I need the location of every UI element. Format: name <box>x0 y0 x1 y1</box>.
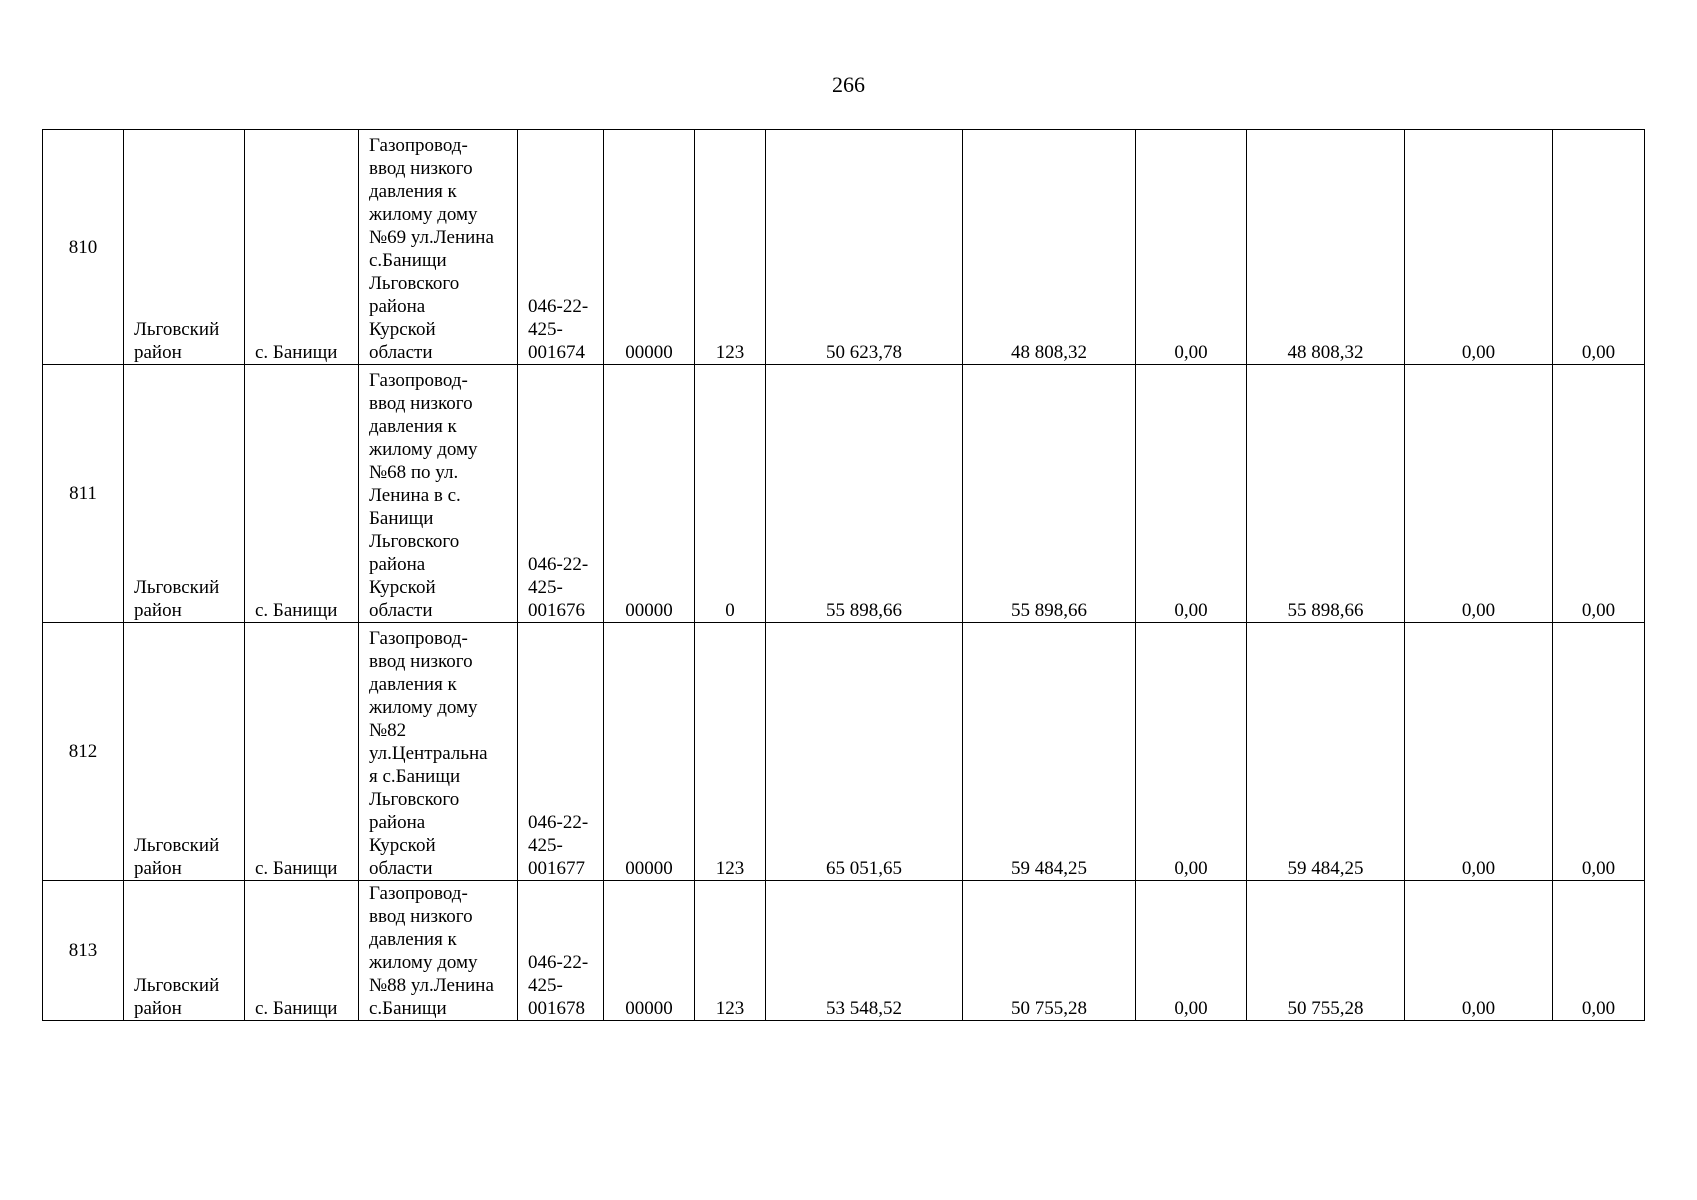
code3-cell: 123 <box>695 623 766 881</box>
value-cell: 0,00 <box>1405 130 1553 365</box>
value-cell: 0,00 <box>1136 365 1247 623</box>
locality-cell: с. Банищи <box>245 881 359 1021</box>
district-cell: Льговский район <box>124 623 245 881</box>
code2-cell: 00000 <box>604 623 695 881</box>
code2-cell: 00000 <box>604 365 695 623</box>
table-row <box>43 365 1645 623</box>
locality-cell: с. Банищи <box>245 623 359 881</box>
description-cell: Газопровод- ввод низкого давления к жилому дому №82 ул.Центральна я с.Банищи Льговского района Курской области <box>359 623 518 881</box>
code3-cell: 123 <box>695 881 766 1021</box>
code-cell: 046-22- 425- 001677 <box>518 623 604 881</box>
value-cell: 0,00 <box>1553 365 1645 623</box>
value-cell: 53 548,52 <box>766 881 963 1021</box>
value-cell: 48 808,32 <box>1247 130 1405 365</box>
code-cell: 046-22- 425- 001676 <box>518 365 604 623</box>
code2-cell: 00000 <box>604 130 695 365</box>
value-cell: 0,00 <box>1136 130 1247 365</box>
code2-cell: 00000 <box>604 881 695 1021</box>
row-number: 813 <box>43 881 124 1021</box>
value-cell: 0,00 <box>1136 623 1247 881</box>
value-cell: 0,00 <box>1553 130 1645 365</box>
code3-cell: 0 <box>695 365 766 623</box>
value-cell: 59 484,25 <box>1247 623 1405 881</box>
table-row <box>43 130 1645 365</box>
value-cell: 59 484,25 <box>963 623 1136 881</box>
code3-cell: 123 <box>695 130 766 365</box>
locality-cell: с. Банищи <box>245 365 359 623</box>
value-cell: 55 898,66 <box>1247 365 1405 623</box>
locality-cell: с. Банищи <box>245 130 359 365</box>
table-row <box>43 881 1645 1021</box>
value-cell: 55 898,66 <box>963 365 1136 623</box>
registry-table <box>42 129 1645 1021</box>
value-cell: 48 808,32 <box>963 130 1136 365</box>
value-cell: 0,00 <box>1136 881 1247 1021</box>
value-cell: 50 623,78 <box>766 130 963 365</box>
page-number: 266 <box>832 72 865 97</box>
row-number: 811 <box>43 365 124 623</box>
value-cell: 0,00 <box>1405 881 1553 1021</box>
value-cell: 65 051,65 <box>766 623 963 881</box>
code-cell: 046-22- 425- 001674 <box>518 130 604 365</box>
description-cell: Газопровод- ввод низкого давления к жилому дому №88 ул.Ленина с.Банищи <box>359 881 518 1021</box>
code-cell: 046-22- 425- 001678 <box>518 881 604 1021</box>
value-cell: 0,00 <box>1405 365 1553 623</box>
table-row <box>43 623 1645 881</box>
description-cell: Газопровод- ввод низкого давления к жилому дому №69 ул.Ленина с.Банищи Льговского района Курской области <box>359 130 518 365</box>
district-cell: Льговский район <box>124 365 245 623</box>
row-number: 812 <box>43 623 124 881</box>
district-cell: Льговский район <box>124 881 245 1021</box>
value-cell: 55 898,66 <box>766 365 963 623</box>
district-cell: Льговский район <box>124 130 245 365</box>
row-number: 810 <box>43 130 124 365</box>
value-cell: 50 755,28 <box>963 881 1136 1021</box>
value-cell: 0,00 <box>1405 623 1553 881</box>
description-cell: Газопровод- ввод низкого давления к жилому дому №68 по ул. Ленина в с. Банищи Льговского района Курской области <box>359 365 518 623</box>
value-cell: 0,00 <box>1553 881 1645 1021</box>
value-cell: 50 755,28 <box>1247 881 1405 1021</box>
value-cell: 0,00 <box>1553 623 1645 881</box>
